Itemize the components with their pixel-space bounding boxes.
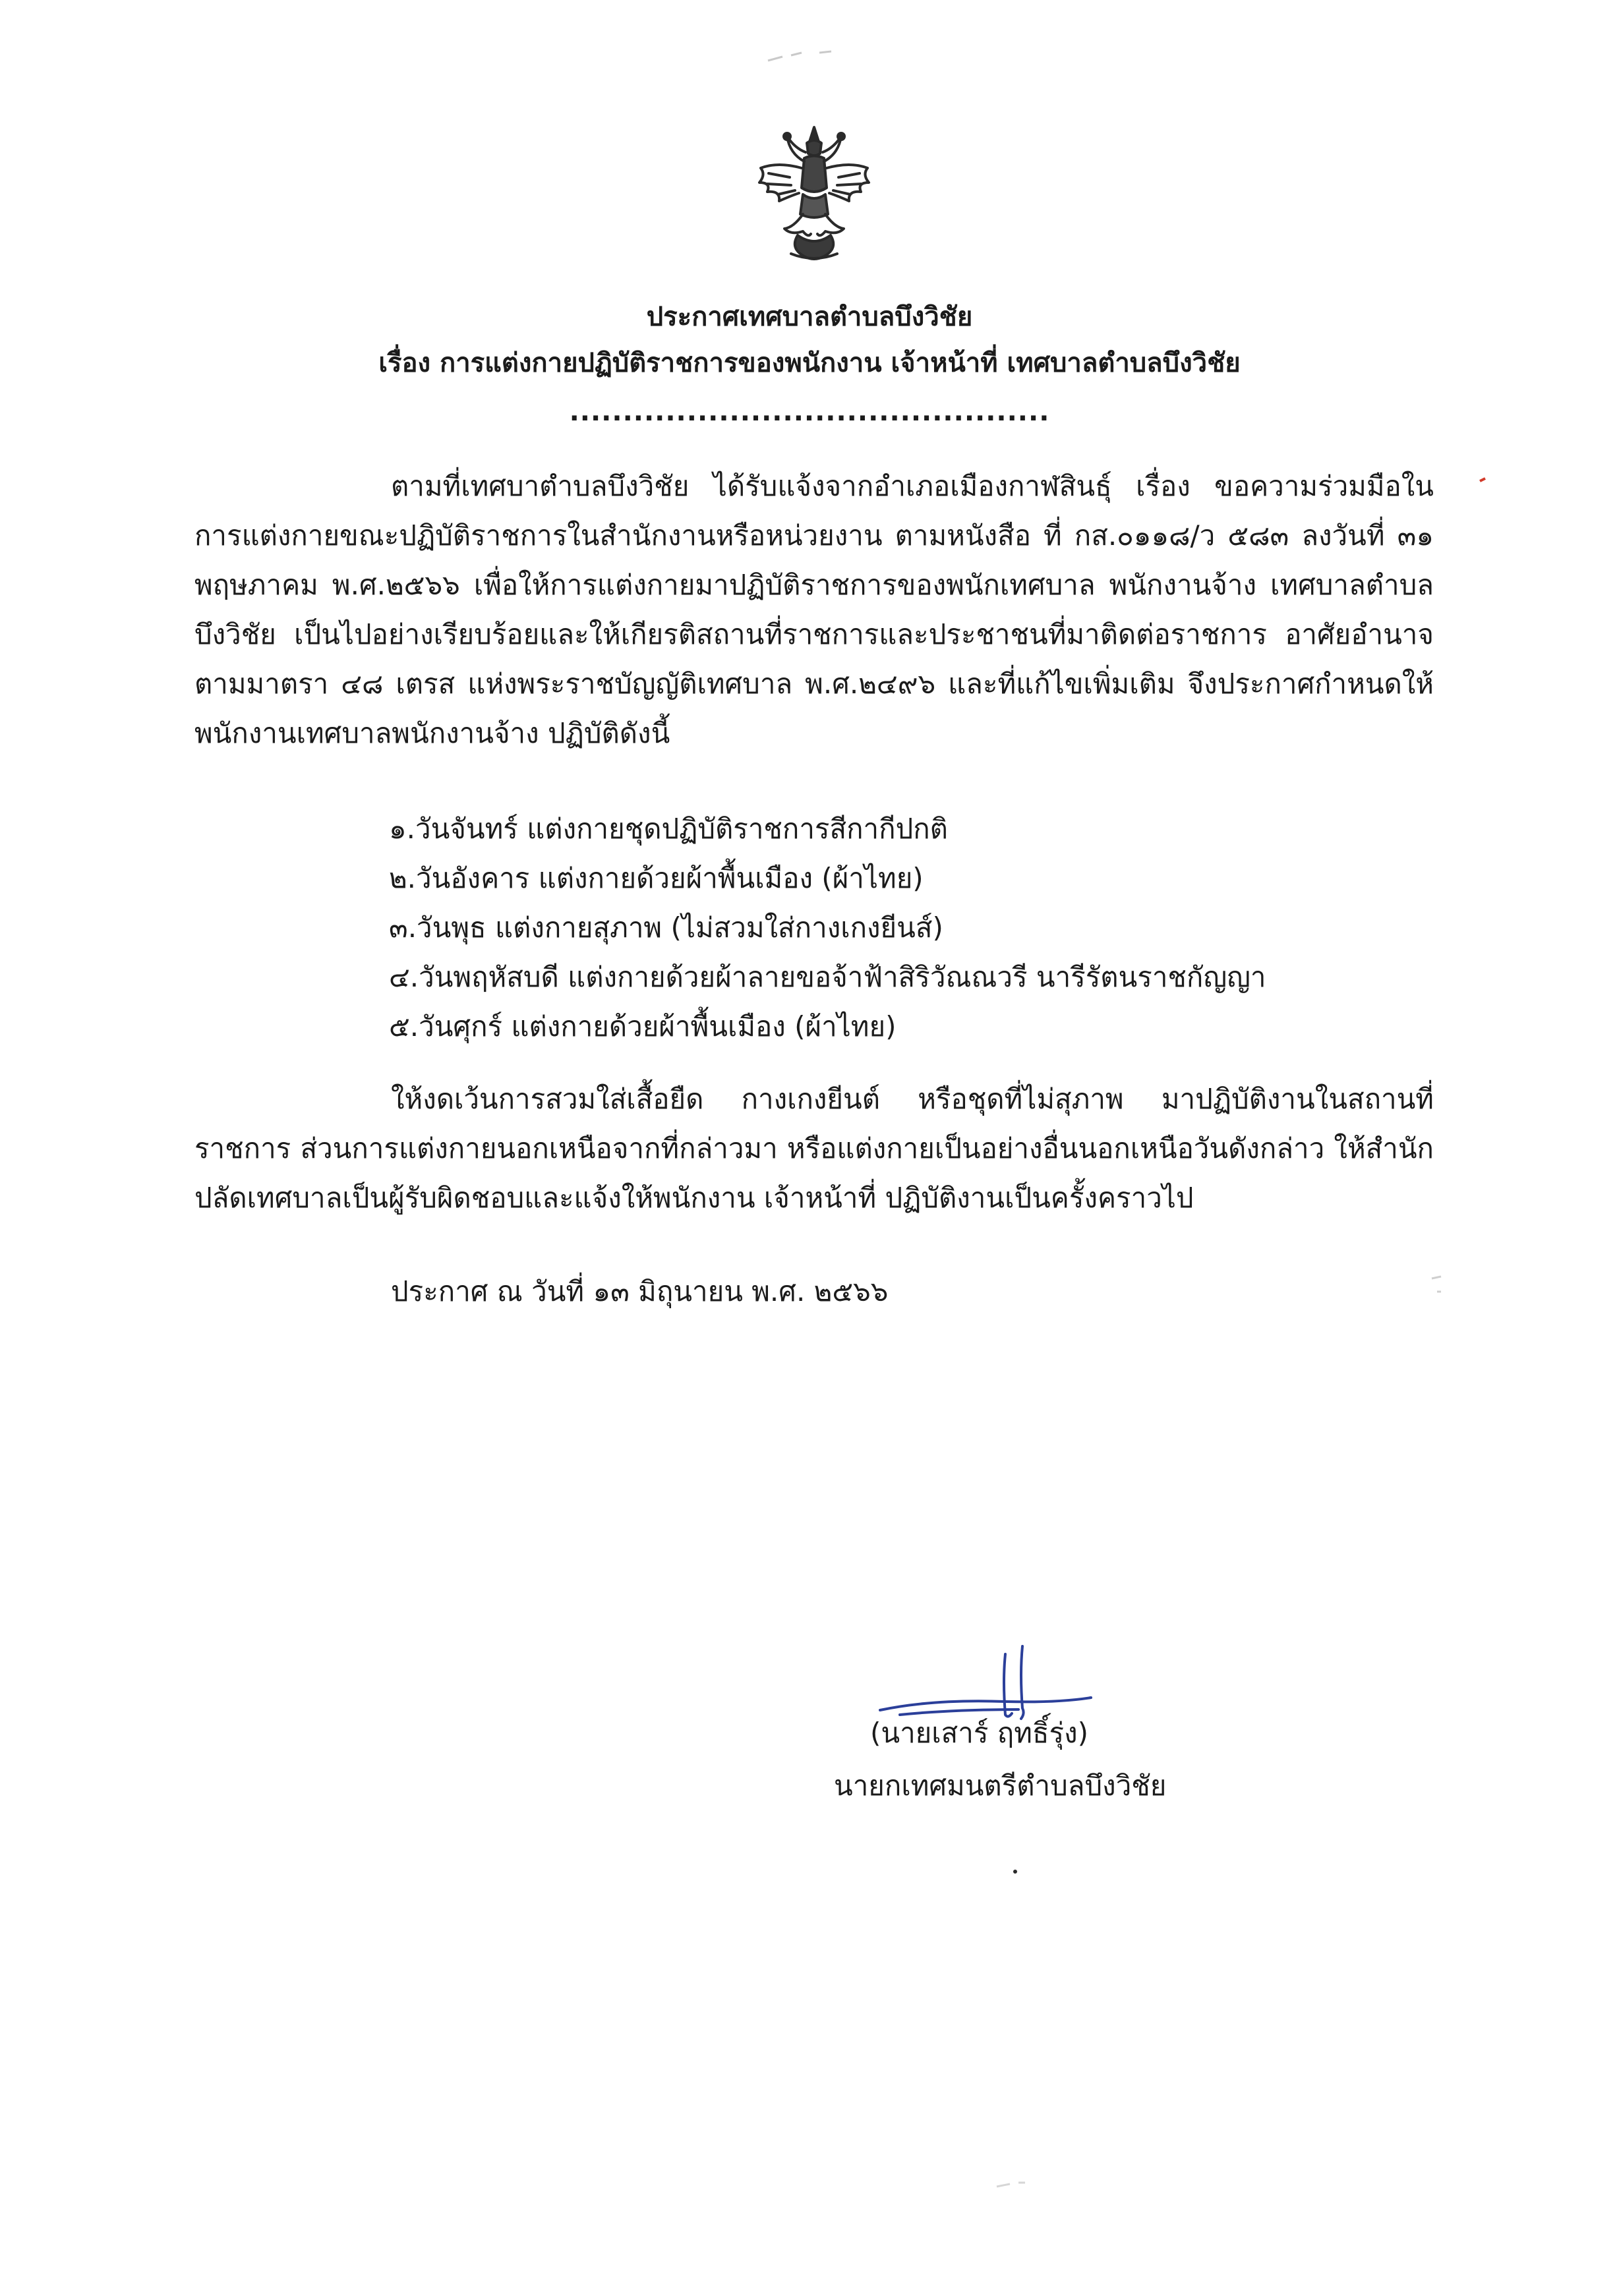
intro-paragraph: ตามที่เทศบาตำบลบึงวิชัย ได้รับแจ้งจากอำเภอเมืองกาฬสินธุ์ เรื่อง ขอความร่วมมือในการแต่งกายขณะปฏิบัติราชการในสำนักงานหรือหน่วยงาน ตามหนังสือ ที่ กส.๐๑๑๘/ว ๕๘๓ ลงวันที่ ๓๑ พฤษภาคม พ.ศ.๒๕๖๖ เพื่อให้การแต่งกายมาปฏิบัติราชการของพนักเทศบาล พนักงานจ้าง เทศบาลตำบลบึงวิชัย เป็นไปอย่างเรียบร้อยและให้เกียรติสถานที่ราชการและประชาชนที่มาติดต่อราชการ อาศัยอำนาจตามมาตรา ๔๘ เตรส แห่งพระราชบัญญัติเทศบาล พ.ศ.๒๔๙๖ และที่แก้ไขเพิ่มเติม จึงประกาศกำหนดให้พนักงานเทศบาลพนักงานจ้าง ปฏิบัติดังนี้: [194, 470, 1434, 749]
signer-title: นายกเทศมนตรีตำบลบึงวิชัย: [834, 1769, 1167, 1802]
dotted-separator: .............................................: [569, 397, 1050, 427]
garuda-emblem-icon: [751, 122, 877, 264]
dress-code-list: [389, 804, 1266, 1051]
document-subject: เรื่อง การแต่งกายปฏิบัติราชการของพนักงาน เจ้าหน้าที่ เทศบาลตำบลบึงวิชัย: [378, 348, 1241, 378]
closing-paragraph: ให้งดเว้นการสวมใส่เสื้อยืด กางเกงยีนต์ หรือชุดที่ไม่สุภาพ มาปฏิบัติงานในสถานที่ราชการ ส่วนการแต่งกายนอกเหนือจากที่กล่าวมา หรือแต่งกายเป็นอย่างอื่นนอกเหนือวันดังกล่าว ให้สำนักปลัดเทศบาลเป็นผู้รับผิดชอบและแจ้งให้พนักงาน เจ้าหน้าที่ ปฏิบัติงานเป็นครั้งคราวไป: [194, 1083, 1434, 1214]
dress-code-item-thursday: ๔.วันพฤหัสบดี แต่งกายด้วยผ้าลายขอจ้าฟ้าสิริวัณณวรี นารีรัตนราชกัญญา: [389, 961, 1266, 993]
announcement-date: ประกาศ ณ วันที่ ๑๓ มิถุนายน พ.ศ. ๒๕๖๖: [391, 1275, 889, 1307]
dress-code-item-tuesday: ๒.วันอังคาร แต่งกายด้วยผ้าพื้นเมือง (ผ้าไทย): [389, 862, 924, 894]
dress-code-item-friday: ๕.วันศุกร์ แต่งกายด้วยผ้าพื้นเมือง (ผ้าไทย): [389, 1010, 897, 1043]
signer-name: (นายเสาร์ ฤทธิ์รุ่ง): [870, 1717, 1088, 1749]
dress-code-item-wednesday: ๓.วันพุธ แต่งกายสุภาพ (ไม่สวมใส่กางเกงยีนส์): [389, 911, 943, 944]
document-title: ประกาศเทศบาลตำบลบึงวิชัย: [646, 302, 973, 332]
dress-code-item-monday: ๑.วันจันทร์ แต่งกายชุดปฏิบัติราชการสีกากีปกติ: [389, 813, 948, 845]
